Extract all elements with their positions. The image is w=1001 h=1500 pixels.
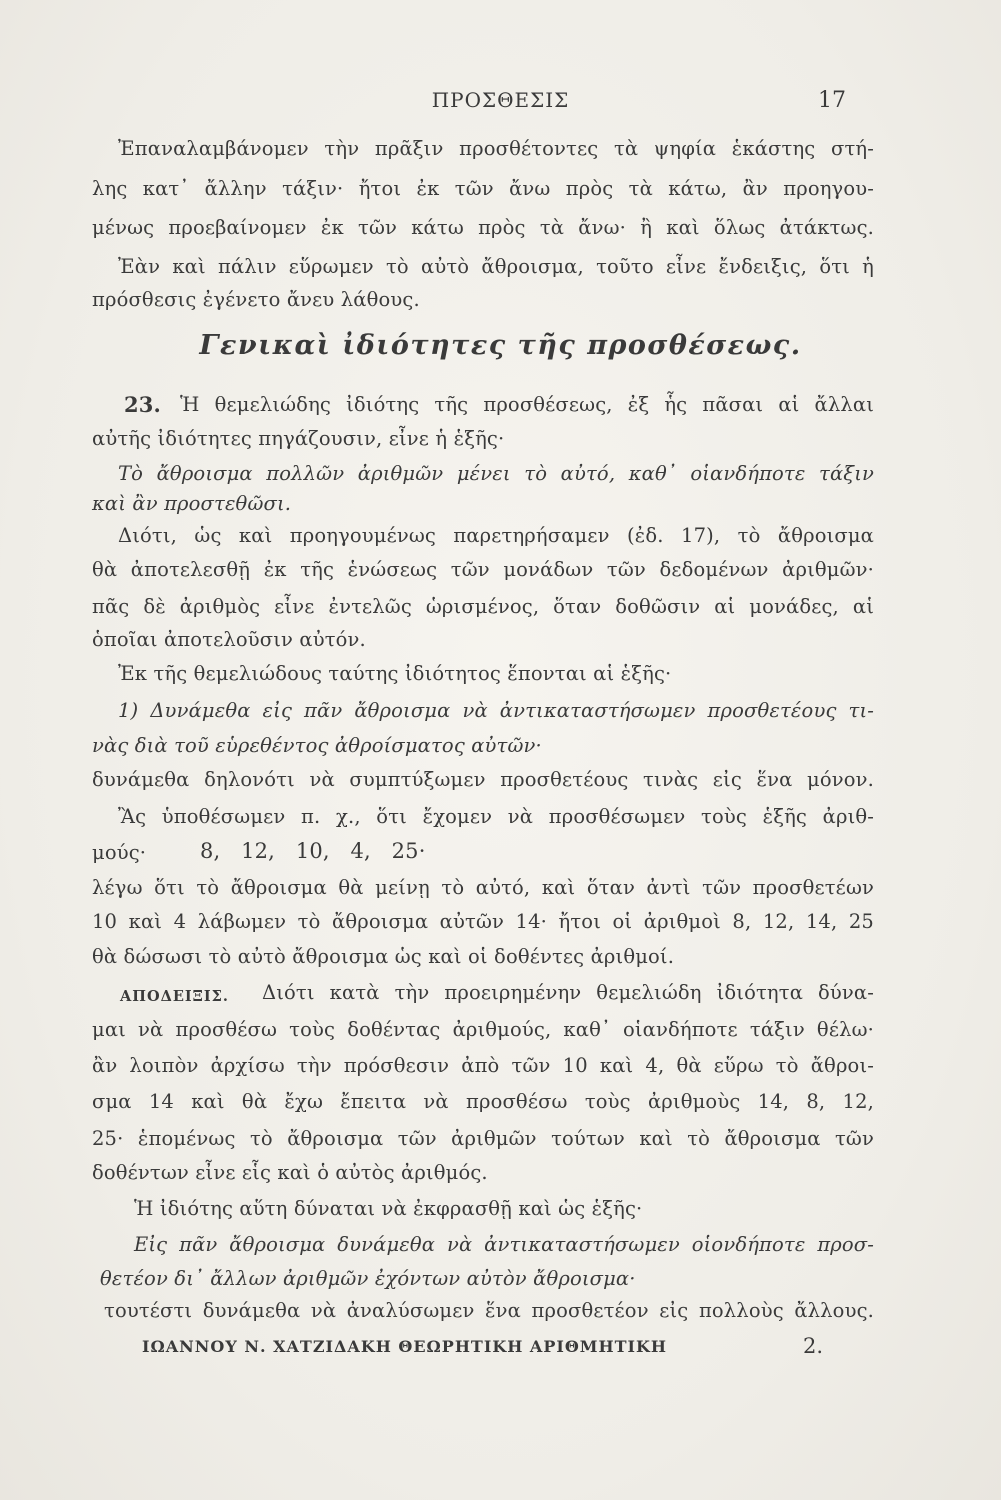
text-line: μένως προεβαίνομεν ἐκ τῶν κάτω πρὸς τὰ ἄνω· ἢ καὶ ὅλως ἀτάκτως. (92, 216, 874, 239)
theorem-line: καὶ ἂν προστεθῶσι. (92, 492, 292, 515)
text-line: Ἐὰν καὶ πάλιν εὕρωμεν τὸ αὐτὸ ἄθροισμα, τοῦτο εἶνε ἔνδειξις, ὅτι ἡ (118, 255, 874, 278)
text-line: λέγω ὅτι τὸ ἄθροισμα θὰ μείνῃ τὸ αὐτό, καὶ ὅταν ἀντὶ τῶν προσθετέων (92, 876, 874, 899)
text-line: δοθέντων εἶνε εἷς καὶ ὁ αὐτὸς ἀριθμός. (92, 1161, 488, 1184)
text-line: θὰ ἀποτελεσθῇ ἐκ τῆς ἑνώσεως τῶν μονάδων τῶν δεδομένων ἀριθμῶν· (92, 558, 874, 581)
text-line: δυνάμεθα δηλονότι νὰ συμπτύξωμεν προσθετέους τινὰς εἰς ἕνα μόνον. (92, 768, 874, 791)
text-line: αὐτῆς ἰδιότητες πηγάζουσιν, εἶνε ἡ ἑξῆς· (92, 427, 505, 450)
text-line: Διότι, ὡς καὶ προηγουμένως παρετηρήσαμεν (ἐδ. 17), τὸ ἄθροισμα (118, 524, 874, 547)
theorem-line: Τὸ ἄθροισμα πολλῶν ἀριθμῶν μένει τὸ αὐτό, καθ᾽ οἱανδήποτε τάξιν (118, 462, 874, 485)
text-line: σμα 14 καὶ θὰ ἔχω ἔπειτα νὰ προσθέσω τοὺς ἀριθμοὺς 14, 8, 12, (92, 1090, 874, 1113)
paragraph-number: 23. (124, 392, 161, 417)
text-line: Ἐκ τῆς θεμελιώδους ταύτης ἰδιότητος ἕπονται αἱ ἑξῆς· (118, 662, 672, 685)
page-number: 17 (818, 88, 846, 113)
text-line: ὁποῖαι ἀποτελοῦσιν αὐτόν. (92, 628, 366, 651)
text-line: ἂν λοιπὸν ἀρχίσω τὴν πρόσθεσιν ἀπὸ τῶν 10 καὶ 4, θὰ εὕρω τὸ ἄθροι- (92, 1054, 874, 1077)
sheet-number: 2. (803, 1334, 824, 1358)
text-line: πᾶς δὲ ἀριθμὸς εἶνε ἐντελῶς ὡρισμένος, ὅταν δοθῶσιν αἱ μονάδες, αἱ (92, 595, 874, 618)
theorem-line: νὰς διὰ τοῦ εὑρεθέντος ἀθροίσματος αὐτῶν· (92, 734, 542, 757)
text-line: Ἂς ὑποθέσωμεν π. χ., ὅτι ἔχομεν νὰ προσθέσωμεν τοὺς ἑξῆς ἀριθ- (118, 805, 874, 828)
text-line: 25· ἑπομένως τὸ ἄθροισμα τῶν ἀριθμῶν τούτων καὶ τὸ ἄθροισμα τῶν (92, 1127, 874, 1150)
text-line: λης κατ᾽ ἄλλην τάξιν· ἤτοι ἐκ τῶν ἄνω πρὸς τὰ κάτω, ἂν προηγου- (92, 177, 874, 200)
text-line: τουτέστι δυνάμεθα νὰ ἀναλύσωμεν ἕνα προσθετέον εἰς πολλοὺς ἄλλους. (104, 1299, 874, 1322)
text-line: Διότι κατὰ τὴν προειρημένην θεμελιώδη ἰδιότητα δύνα- (262, 981, 874, 1004)
example-numbers: 8, 12, 10, 4, 25· (200, 839, 426, 863)
theorem-line: Εἰς πᾶν ἄθροισμα δυνάμεθα νὰ ἀντικαταστήσωμεν οἱονδήποτε προσ- (134, 1233, 874, 1256)
text-line: θὰ δώσωσι τὸ αὐτὸ ἄθροισμα ὡς καὶ οἱ δοθέντες ἀριθμοί. (92, 945, 675, 968)
theorem-line: θετέον δι᾽ ἄλλων ἀριθμῶν ἐχόντων αὐτὸν ἄθροισμα· (100, 1267, 636, 1290)
text-line: Ἐπαναλαμβάνομεν τὴν πρᾶξιν προσθέτοντες τὰ ψηφία ἑκάστης στή- (118, 137, 874, 160)
section-heading: Γενικαὶ ἰδιότητες τῆς προσθέσεως. (199, 330, 802, 361)
proof-label: ΑΠΟΔΕΙΞΙΣ. (120, 988, 229, 1005)
text-line: μαι νὰ προσθέσω τοὺς δοθέντας ἀριθμούς, καθ᾽ οἱανδήποτε τάξιν θέλω· (92, 1018, 874, 1041)
text-line: 10 καὶ 4 λάβωμεν τὸ ἄθροισμα αὐτῶν 14· ἤτοι οἱ ἀριθμοὶ 8, 12, 14, 25 (92, 910, 874, 933)
text-line: πρόσθεσις ἐγένετο ἄνευ λάθους. (92, 288, 420, 311)
theorem-line: 1) Δυνάμεθα εἰς πᾶν ἄθροισμα νὰ ἀντικαταστήσωμεν προσθετέους τι- (118, 699, 874, 722)
printer-signature: ΙΩΑΝΝΟΥ Ν. ΧΑΤΖΙΔΑΚΗ ΘΕΩΡΗΤΙΚΗ ΑΡΙΘΜΗΤΙΚΗ (142, 1337, 668, 1356)
text-line: Ἡ ἰδιότης αὕτη δύναται νὰ ἐκφρασθῇ καὶ ὡς ἑξῆς· (134, 1197, 643, 1220)
text-line: μούς· (92, 841, 147, 864)
running-title: ΠΡΟΣΘΕΣΙΣ (431, 88, 570, 112)
text-line: Ἡ θεμελιώδης ἰδιότης τῆς προσθέσεως, ἐξ ἧς πᾶσαι αἱ ἄλλαι (180, 393, 874, 416)
